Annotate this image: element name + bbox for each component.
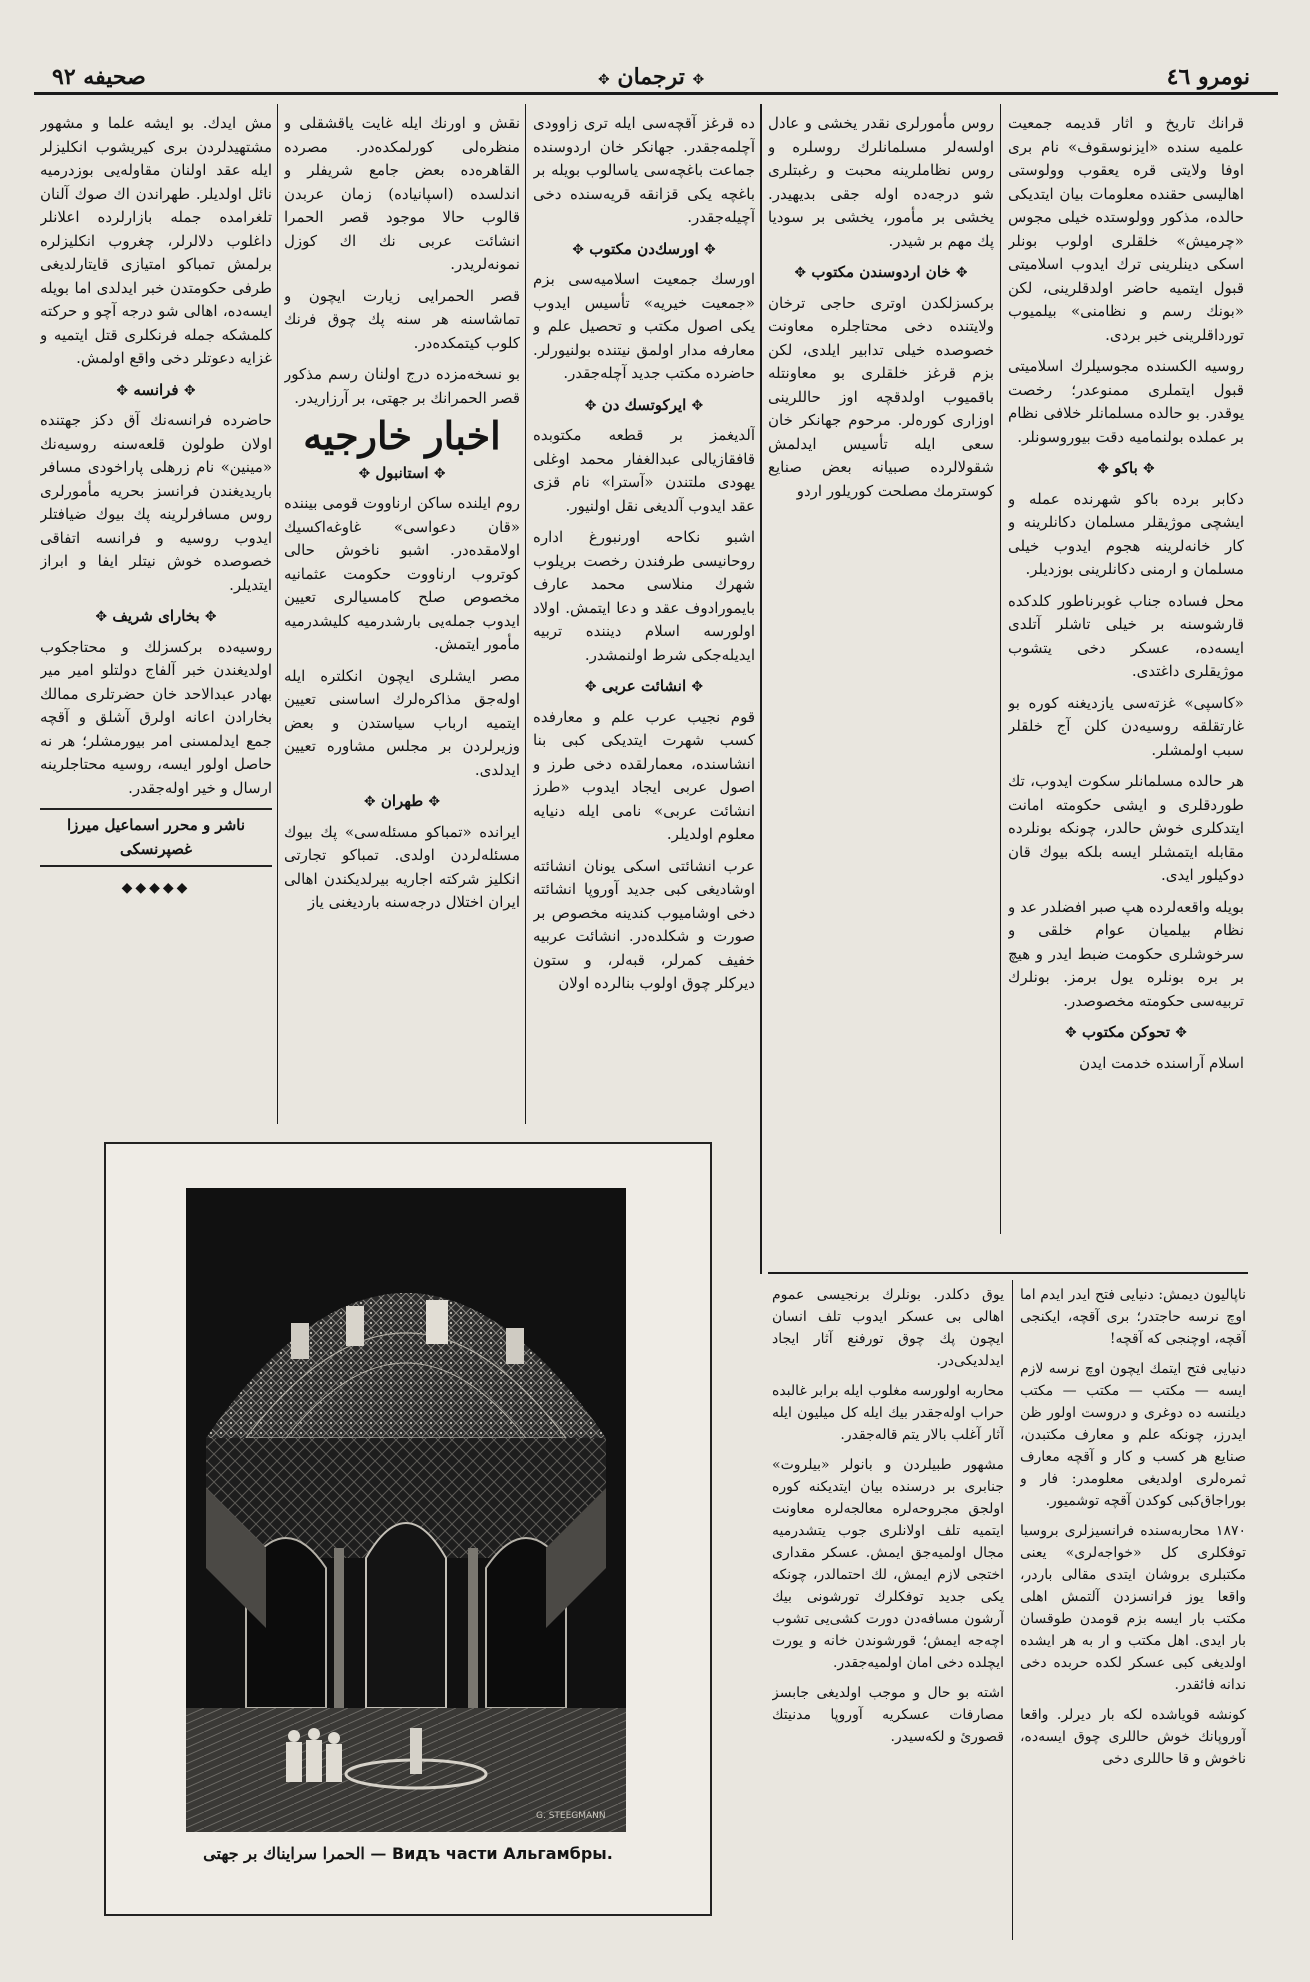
paragraph: اورسك جمعیت اسلامیه‌سی بزم «جمعیت خیریه» تأسیس ایدوب یکی اصول مکتب و تحصیل علم و معارفه مدار اولمق نیتنده بولنیورلر. حاضرده مکتب جدید آچله‌جقدر. bbox=[533, 270, 755, 382]
caption-tatar: الحمرا سرایناك بر جهتی bbox=[203, 1844, 365, 1863]
paragraph: مش ایدك. بو ایشه علما و مشهور مشتهیدلردن بری کیریشوب انکلیزلر ایله عقد اولنان مقاوله‌یی بوزدرمیه نائل اولدیلر. طهراندن اك صوك آلنان تلغرامده جمله بازارلرده اعلانلر داغلوب دلالرلر، چغروب انکلیزلره برلمش تمباکو امتیازی قایتارلدیغی طرفی حکومتدن خبر ایدلدی اما بویله ایسه‌ده، اهالی شو درجه آچو و حرکته کلمشکه جمله فرنکلری قتل ایتمیه و غزایه دعوتلر دخی واقع اولمش. bbox=[40, 114, 272, 367]
section-heading bbox=[284, 790, 520, 815]
header-rule bbox=[34, 92, 1278, 95]
ornament-icon: ✥ bbox=[358, 465, 371, 482]
ornament-icon: ✥ bbox=[691, 397, 704, 414]
section-heading-text: انشائت عربی bbox=[601, 677, 687, 695]
section-heading-text: استانبول bbox=[375, 463, 429, 482]
column-5 bbox=[40, 112, 272, 1122]
ornament-icon: ✥ bbox=[584, 679, 597, 695]
section-heading-text: طهران bbox=[380, 792, 424, 810]
paragraph: کونشه قویاشده لکه بار دیرلر. واقعا آوروپانك خوش حاللری چوق ایسه‌ده، ناخوش و قا حاللری دخی bbox=[1020, 1707, 1246, 1767]
ornament-icon: ✥ bbox=[692, 72, 705, 88]
paragraph: ایرانده «تمباکو مسئله‌سی» پك بیوك مسئله‌لردن اولدی. تمباکو تجارتی انکلیز شرکته اجاریه بیرلدیکندن اهالی ایران اختلال درجه‌سنه باردیغنی یاز bbox=[284, 822, 520, 911]
paragraph: قوم نجیب عرب علم و معارفده کسب شهرت ایتدیکی کبی بنا انشاسنده، معمارلقده دخی طرز و اصول عربی ایجاد ایدوب «طرز انشائت عربی» نامی ایله دنیایه معلوم اولدیلر. bbox=[533, 707, 755, 843]
section-heading-text: اورسك‌دن مکتوب bbox=[589, 239, 699, 258]
alhambra-engraving bbox=[186, 1188, 626, 1832]
ornament-icon: ✥ bbox=[691, 679, 704, 695]
ornament-icon: ✥ bbox=[794, 265, 807, 281]
paragraph: یوق دکلدر. بونلرك برنجیسی عموم اهالی بی عسکر ایدوب تلف انسان ایچون پك چوق تورفنع آثار ایجاد ایدلدیکی‌در. bbox=[772, 1287, 1004, 1369]
section-heading bbox=[533, 238, 755, 263]
paragraph: هر حالده مسلمانلر سکوت ایدوب، تك طوردقلری و ایشی حکومته امانت ایتدکلری خوش حالدر، چونکه بونلرده مقابله ایتمشلر ایسه بلکه بیوك قان دوکیلور ایدی. bbox=[1008, 772, 1244, 884]
ornament-icon: ✥ bbox=[584, 397, 597, 414]
paragraph: قصر الحمرایی زیارت ایچون و تماشاسنه هر سنه پك چوق فرنك کلوب کیتمکده‌در. bbox=[284, 286, 520, 352]
ornament-icon: ✥ bbox=[1175, 1025, 1188, 1041]
section-heading-text: تحوکن مکتوب bbox=[1081, 1023, 1171, 1041]
paragraph: محاربه اولورسه مغلوب ایله برابر غالبده حراب اوله‌جقدر بیك ایله کل میلیون ایله آثار آغلب بالار یتم قاله‌جقدر. bbox=[772, 1383, 1004, 1443]
section-title: اخبار خارجیه bbox=[303, 413, 501, 458]
paragraph: محل فساده جناب غوبرناطور کلدکده قارشوسنه بر خیلی تاشلر آتلدی ایسه‌ده، عسکر دخی یتشوب موژیقلری داغتدی. bbox=[1008, 591, 1244, 680]
column-1 bbox=[1008, 112, 1244, 1262]
paragraph: ١٨٧٠ محاربه‌سنده فرانسیزلری بروسیا توفکلری کل «خواجه‌لری» یعنی مکتبلری بروشان ایتدی مقالی باردر، واقعا یوز فرانسزدن آلتمش اهلی مکتب بار ایسه بزم قومدن طوقسان بار ایدی. اهل مکتب و ار به هر ایشده اولدیغی کبی عسکر لکده حربده دخی ندانه فائقدر. bbox=[1020, 1523, 1246, 1693]
section-heading-text: فرانسه bbox=[133, 380, 179, 399]
section-heading-text: باکو bbox=[1114, 459, 1138, 477]
column-3 bbox=[533, 112, 755, 1122]
section-heading bbox=[1008, 1021, 1244, 1046]
section-heading bbox=[768, 261, 994, 286]
section-heading-text: ایرکوتسك دن bbox=[601, 395, 687, 414]
title-text: ترجمان bbox=[617, 64, 685, 90]
ornament-icon: ✥ bbox=[433, 465, 446, 482]
paragraph: اشته بو حال و موجب اولدیغی جابسز مصارفات عسکریه آوروپا مدنیتك قصورئ و لکه‌سیدر. bbox=[772, 1685, 1004, 1745]
ornament-icon: ✥ bbox=[1064, 1025, 1077, 1041]
section-heading bbox=[40, 605, 272, 630]
paragraph: «کاسپی» غزته‌سی یازدیغنه کوره بو غارتقلقه روسیه‌دن کلن آج خلقلر سبب اولمشلر. bbox=[1008, 693, 1244, 759]
ornament-icon: ✥ bbox=[95, 609, 108, 625]
paragraph: ده قرغز آقچه‌سی ایله تری زاوودی آچلمه‌جقدر. جهانکر خان اردوسنده جماعت باغچه‌سی یاسالوب بویله بر باغچه یکی قزانقه قریه‌سنده دخی آچیله‌جقدر. bbox=[533, 114, 755, 226]
paragraph: روس مأمورلری نقدر یخشی و عادل اولسه‌لر مسلمانلرك روسلره و روس نظاملرینه محبت و رغبتلری شو درجه‌ده اوله جقی بدیهیدر. یخشی بر مأمور، یخشی بر سودیا پك مهم بر شیدر. bbox=[768, 114, 994, 250]
paragraph: روسیه‌ده برکسزلك و محتاجکوب اولدیغندن خبر آلفاج دولتلو امیر میر بهادر عبدالاحد خان حضرتلری ممالك بخارادن اعانه اولرق آشلق و آقچه جمع ایدلمسنی امر بیورمشلر؛ هر نه حاصل اولور ایسه، روسیه محتاجلرینه ارسال و خیر اوله‌جقدر. bbox=[40, 637, 272, 797]
column-divider bbox=[525, 104, 526, 1124]
page-header bbox=[38, 58, 1270, 96]
ornament-icon: ✥ bbox=[1097, 461, 1109, 477]
paragraph: حاضرده فرانسه‌نك آق دکز جهتنده اولان طولون قلعه‌سنه روسیه‌نك «مینین» نام زرهلی پاراخودی مسافر باریدیغندن فرانسز بحریه مأمورلری روس مسافرلرینه پك بیوك ضیافتلر ایدوب روسیه و فرانسه اتفاقی خصوصده خوش نیتلر ایفا و ابراز ایتدیلر. bbox=[40, 411, 272, 594]
column-divider bbox=[277, 104, 278, 1124]
engraver-signature: G. STEEGMANN bbox=[536, 1811, 606, 1821]
ornament-icon: ✥ bbox=[428, 794, 441, 810]
paragraph: بو نسخه‌مزده درج اولنان رسم مذکور قصر الحمرانك بر جهتی، بر آرزاریدر. bbox=[284, 365, 520, 407]
column-2 bbox=[768, 112, 994, 1262]
ornament-icon: ✥ bbox=[955, 265, 968, 281]
paragraph: برکسزلکدن اوتری حاجی ترخان ولایتنده دخی محتاجلره معاونت خصوصده خیلی تدابیر ایلدی، لکن بزم قرغز خلقلری بو معاونتله باقمیوب اولدقچه اوز حاللرینی اوزاری کوره‌لر. مرحوم جهانکر خان سعی ایله تأسیس ایدلمش شقولالرده صبیانه بعض صنایع کوسترمك مصلحت کوریلور اردو bbox=[768, 293, 994, 500]
paragraph: مشهور طبیلردن و بانولر «بیلروت» جنابری بر درسنده بیان ایتدیکنه کوره اولجق مجروحه‌لره معالجه‌لره معاونت ایتمیه تلف اولانلری جوب یتشدرمیه مجال اولمیه‌جق ایمش. عسکر مقداری اختجی لازم ایمش، لك احتمالدر، چونکه یکی جدید توفکلرك تورشونی بیك آرشون مسافه‌دن دورت کشی‌یی تشوب اچه‌جه ایمش؛ قورشوندن خانه و یورت ایچلده دخی امان اولمیه‌جقدر. bbox=[772, 1457, 1004, 1671]
paragraph: آلدیغمز بر قطعه مکتوبده قافقازیالی عبدالغفار محمد اوغلی یهودی ملتندن «آسترا» نام قزی عقد ایدوب آلدیغی نقل اولنیور. bbox=[533, 426, 755, 515]
paragraph: قرانك تاریخ و اثار قدیمه جمعیت علمیه سنده «ایزنوسقوف» نام بری اوفا ولایتی قره یعقوب وولوستی اهالیسی حقنده معلومات بیان ایتدیکی حالده، مذکور وولوستده خیلی مجوس «چرمیش» خلقلری اولوب بونلر اسکی دینلرینی ترك ایدوب اسلامیتی قبول ایتمیه حاضر اولدقلرینی، لکن «بونك رسم و نظامنی» بیلمیوب تورداقلرینی خبر بردی. bbox=[1008, 114, 1244, 344]
ornament-icon: ✥ bbox=[116, 382, 129, 399]
paragraph: روسیه الکسنده مجوسیلرك اسلامیتی قبول ایتملری ممنوعدر؛ رخصت یوقدر. بو حالده مسلمانلر خلافی نظام بر عملده بولنمامیه دقت بیوروسونلر. bbox=[1008, 357, 1244, 446]
section-heading-text: بخارای شریف bbox=[112, 607, 200, 625]
column-divider bbox=[760, 104, 762, 1274]
caption-russian: Видъ части Альгамбры. bbox=[391, 1844, 613, 1863]
paragraph: نقش و اورنك ایله غایت یاقشقلی و منظره‌لی کورلمکده‌در. مصرده القاهره‌ده بعض جامع شریفلر و اندلسده (اسپانیاده) زمان عربدن قالوب حالا موجود قصر الحمرا انشائت عربی نك اك کوزل نمونه‌لریدر. bbox=[284, 114, 520, 273]
ornament-icon: ✥ bbox=[1143, 461, 1155, 477]
section-heading bbox=[533, 394, 755, 419]
paragraph: دنیایی فتح ایتمك ایچون اوچ نرسه لازم ایسه — مکتب — مکتب — مکتب دیلنسه ده دوغری و دروست اولور ظن ایدرز، چونکه علم و معارف مکتبدن، صنایع هر کسب و کار و آقچه معارف ثمره‌لری اولدیغی معلومدر: فار و بوراجاق‌کبی کوکدن آقچه توشمیور. bbox=[1020, 1361, 1246, 1509]
section-heading bbox=[284, 462, 520, 487]
paragraph: بویله واقعه‌لرده هپ صبر افضلدر عد و نظام بیلمیان عوام خلقی و سرخوشلری حکومت ضبط ایدر و هیچ بر بره بونلره یول برمز. بونلرك تربیه‌سی حکومته مخصوصدر. bbox=[1008, 897, 1244, 1010]
section-heading bbox=[40, 379, 272, 404]
paragraph: اسلام آراسنده خدمت ایدن bbox=[1079, 1053, 1244, 1072]
column-divider bbox=[1000, 104, 1001, 1234]
illustration-caption bbox=[106, 1844, 710, 1863]
newspaper-title bbox=[598, 64, 704, 90]
paragraph: اشبو نکاحه اورنبورغ اداره روحانیسی طرفندن رخصت بریلوب شهرك منلاسی محمد عارف بایمورادوف عقد و دعا ایتمش. اولاد اولورسه اسلام دیننده تربیه ایدیله‌جکی شرط اولنمشدر. bbox=[533, 528, 755, 664]
section-heading-text: خان اردوسندن مکتوب bbox=[811, 263, 951, 281]
ornament-icon: ✥ bbox=[363, 794, 376, 810]
paragraph: روم ایلنده ساکن ارناووت قومی بیننده «قان دعواسی» غاوغه‌اکسیك اولامقده‌در. اشبو ناخوش حالی کوتروب ارناووت حکومت عثمانیه مخصوص صلح کامسیالری تعیین ایدوب جمله‌یی بارشدرمیه کلیشدرمیه مأمور ایتمش. bbox=[284, 494, 520, 653]
section-heading bbox=[533, 675, 755, 700]
ornament-icon: ✥ bbox=[703, 241, 716, 258]
column-divider bbox=[1012, 1280, 1013, 1940]
section-heading bbox=[1008, 457, 1244, 482]
column-7 bbox=[772, 1284, 1004, 1934]
issue-number: نومرو ٤٦ bbox=[1166, 64, 1250, 90]
paragraph: دکابر برده باکو شهرنده عمله و ایشچی موژیقلر مسلمان دکانلرینه و کار خانه‌لرینه هجوم ایدوب خیلی مسلمان و ارمنی دکانلرینی بوزدیلر. bbox=[1008, 489, 1244, 578]
bottom-section-rule bbox=[768, 1272, 1248, 1274]
page-number: صحیفه ٩٢ bbox=[52, 64, 146, 90]
column-4 bbox=[284, 112, 520, 1122]
ornament-icon: ✥ bbox=[598, 72, 610, 88]
column-6 bbox=[1020, 1284, 1246, 1934]
illustration-frame bbox=[104, 1142, 712, 1916]
paragraph: عرب انشائتی اسکی یونان انشائته اوشادیغی کبی جدید آوروپا انشائته دخی اوشامیوب کندینه مخصوص بر صورت و شکلده‌در. انشائت عربیه خفیف کمرلر، قبه‌لر، و ستون دیرکلر چوق اولوب بنالرده اولان bbox=[533, 856, 755, 992]
ornament-icon: ✥ bbox=[572, 241, 585, 258]
publisher-line: ناشر و محرر اسماعیل میرزا غصپرنسکی bbox=[40, 808, 272, 867]
ornament-divider: ◆◆◆◆◆ bbox=[121, 880, 191, 896]
ornament-icon: ✥ bbox=[183, 382, 196, 399]
ornament-icon: ✥ bbox=[204, 609, 217, 625]
paragraph: ناپالیون دیمش: دنیایی فتح ایدر ایدم اما اوچ نرسه حاجتدر؛ بری آقچه، ایکنجی آقچه، اوچنجی که آقچه! bbox=[1020, 1287, 1246, 1347]
caption-dash: — bbox=[370, 1844, 392, 1863]
paragraph: مصر ایشلری ایچون انکلتره ایله اوله‌جق مذاکره‌لرك اساسنی تعیین ایتمیه ارباب سیاستدن و بعض وزیرلردن بر مجلس مشاوره تعیین ایدلدی. bbox=[284, 666, 520, 779]
